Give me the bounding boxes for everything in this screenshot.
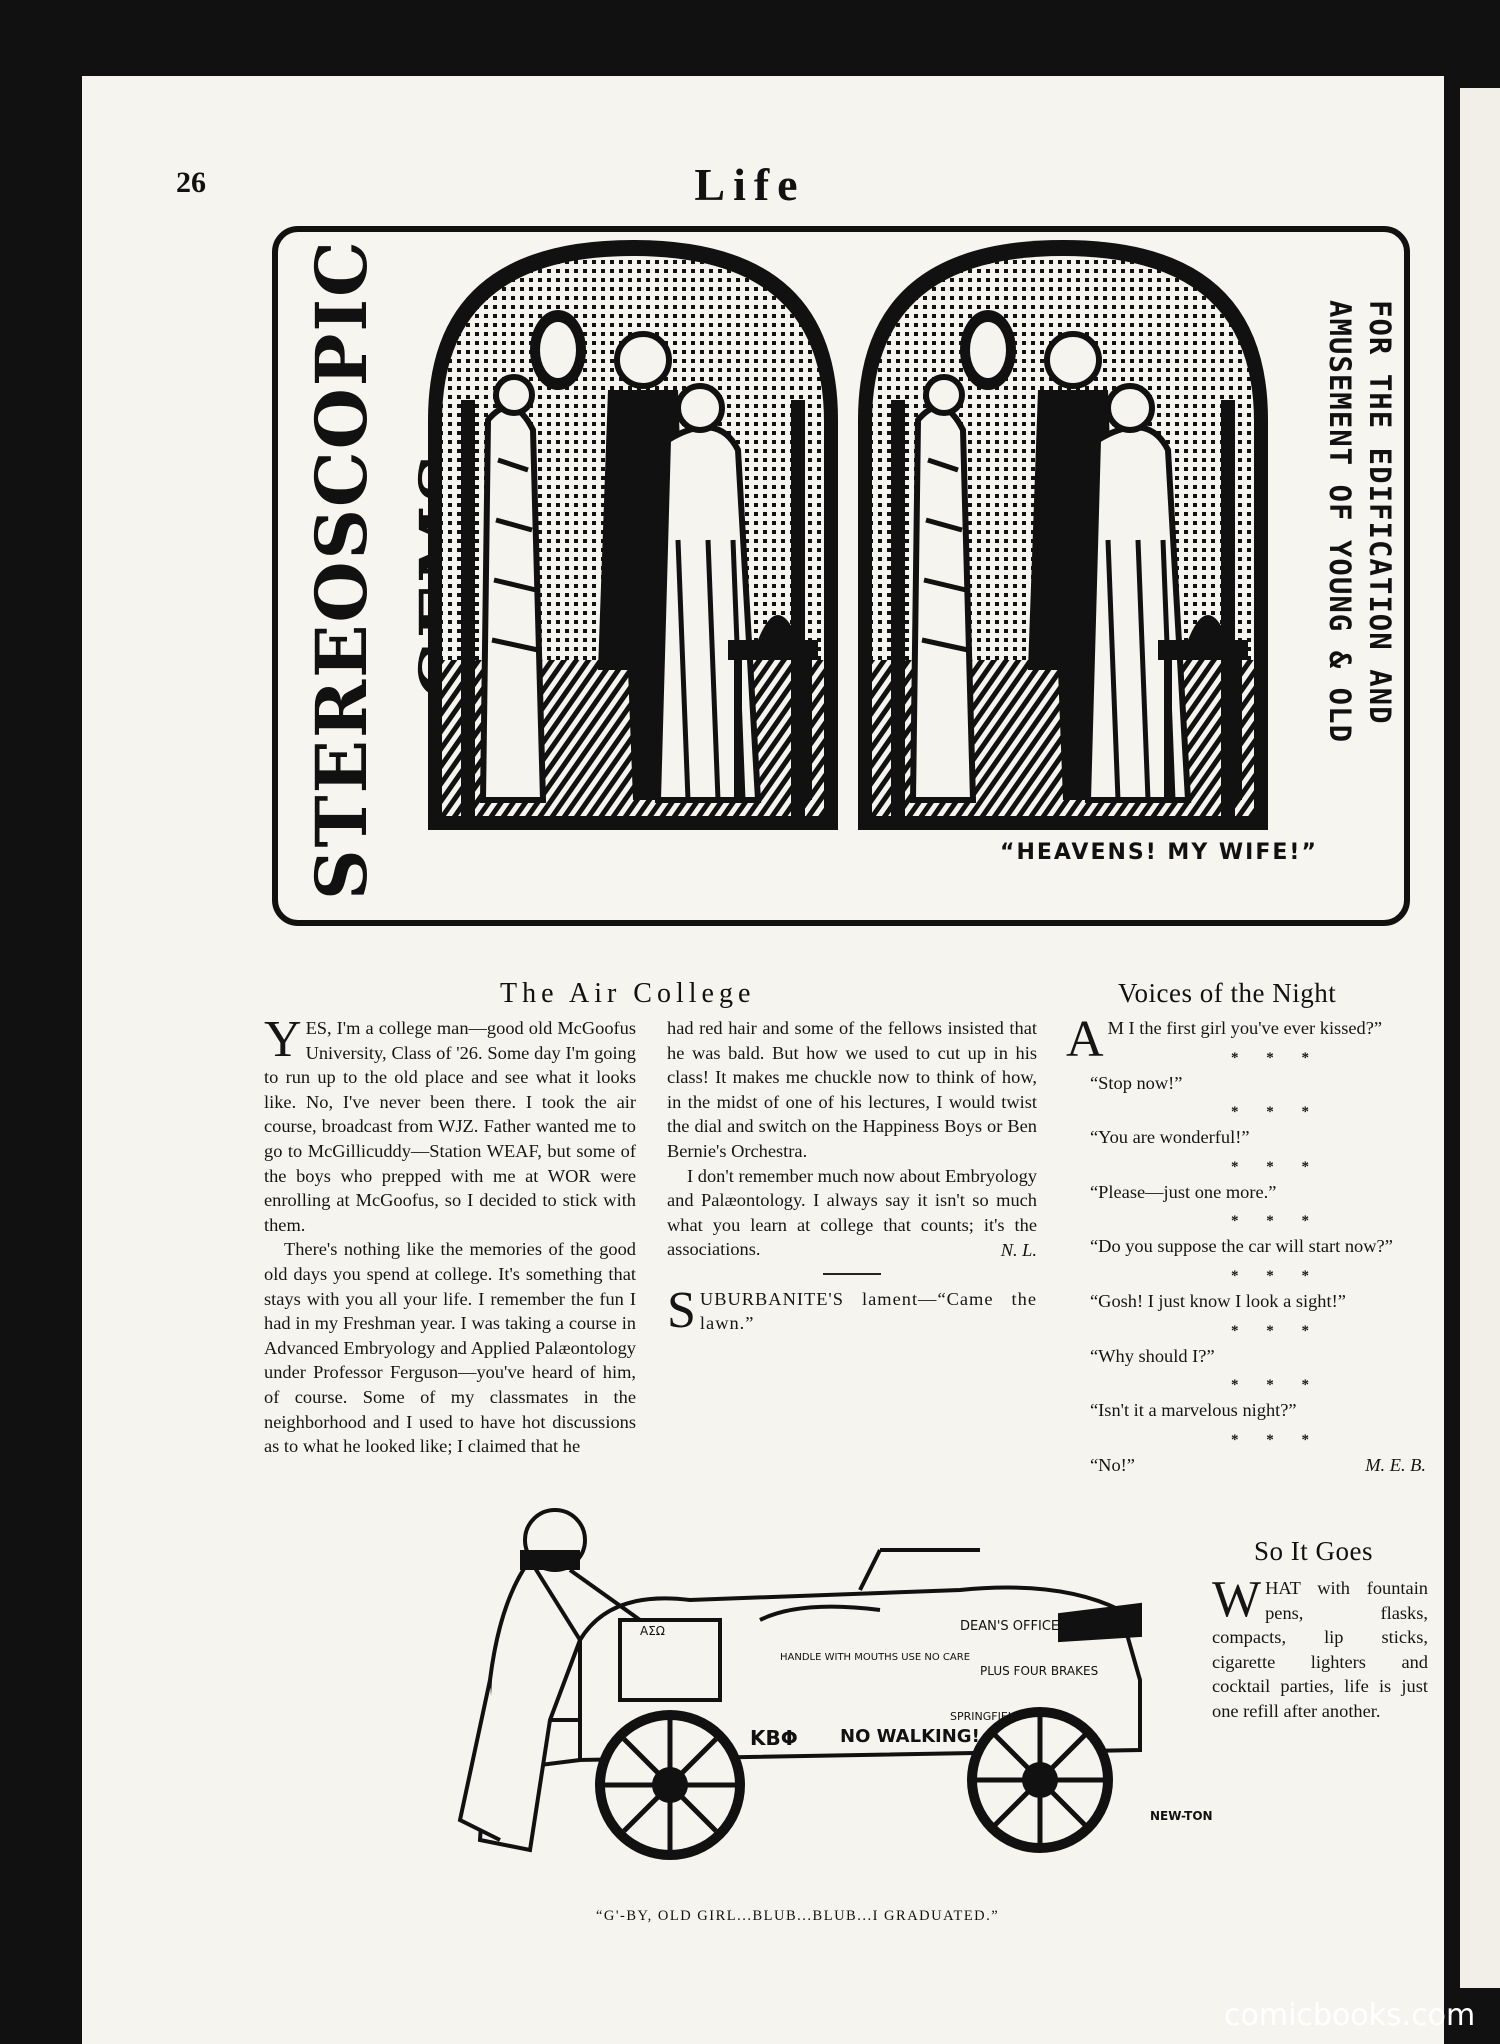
car-handle-label: HANDLE WITH MOUTHS USE NO CARE (780, 1652, 971, 1663)
voices-column (1066, 1011, 1426, 1487)
so-it-goes-text: HAT with fountain pens, flasks, compacts, lip sticks, cigarette lighters and cocktail parties, life is just one refill after another. (1212, 1578, 1428, 1721)
voices-first-line: M I the first girl you've ever kissed?” (1107, 1018, 1383, 1038)
voices-last-line: “No!” (1090, 1454, 1135, 1475)
air-college-heading: The Air College (500, 978, 756, 1009)
voices-line: “Stop now!” (1090, 1072, 1183, 1093)
dropcap: A (1066, 1011, 1104, 1068)
stars-divider: * * * (1231, 1104, 1321, 1121)
divider-rule (823, 1273, 881, 1275)
car-artist-signature: NEW-TON (1150, 1809, 1213, 1823)
cartoon-subtitle: FOR THE EDIFICATION AND AMUSEMENT OF YOUNG & OLD (1323, 300, 1397, 744)
cartoon-caption: “HEAVENS! MY WIFE!” (1000, 840, 1318, 865)
stars-divider: * * * (1231, 1322, 1321, 1339)
voices-line: “Do you suppose the car will start now?” (1090, 1236, 1393, 1257)
stars-divider: * * * (1231, 1431, 1321, 1448)
car-cartoon-illustration (460, 1420, 1213, 1900)
site-watermark[interactable]: comicbooks.com (1224, 1998, 1476, 2033)
voices-line: “Why should I?” (1090, 1345, 1215, 1366)
air-college-column-1 (264, 1011, 636, 1459)
next-page-edge (1460, 88, 1500, 1988)
masthead: Life (694, 159, 806, 210)
car-frat-label: ΑΣΩ (640, 1624, 665, 1638)
stars-divider: * * * (1231, 1267, 1321, 1284)
dropcap: Y (264, 1011, 302, 1068)
so-it-goes-heading: So It Goes (1254, 1536, 1373, 1566)
air-college-paragraph-1: ES, I'm a college man—good old McGoofus University, Class of '26. Some day I'm going to run up to the old place and see what it looks like. No, I've never been there. I took the air course, broadcast from WJZ. Father wanted me to go to McGillicuddy—Station WEAF, but some of the boys who prepped with me at WOR were enrolling at McGoofus, so I decided to stick with them. (264, 1018, 636, 1235)
stars-divider: * * * (1231, 1049, 1321, 1066)
voices-signature: M. E. B. (1365, 1454, 1426, 1475)
cartoon-title: STEREOSCOPIC (300, 239, 383, 900)
air-college-paragraph-3: I don't remember much now about Embryology and Palæontology. I always say it isn't so much what you learn at college that counts; it's the associations. (667, 1165, 1037, 1260)
dropcap: S (667, 1281, 696, 1339)
stars-divider: * * * (1231, 1213, 1321, 1230)
stars-divider: * * * (1231, 1158, 1321, 1175)
dropcap: W (1212, 1571, 1262, 1628)
stars-divider: * * * (1231, 1377, 1321, 1394)
air-college-column-2 (667, 1016, 1037, 1339)
car-door-label: NO WALKING! (840, 1726, 980, 1747)
voices-line: “You are wonderful!” (1090, 1127, 1250, 1148)
suburbanite-text: UBURBANITE'S lament—“Came the lawn.” (699, 1288, 1037, 1334)
car-plate-label: KBΦ (750, 1726, 798, 1750)
air-college-signature: N. L. (1000, 1239, 1037, 1260)
car-fender-label: SPRINGFIELD (950, 1710, 1023, 1723)
voices-line: “Please—just one more.” (1090, 1181, 1277, 1202)
voices-heading: Voices of the Night (1118, 978, 1337, 1008)
air-college-paragraph-2: There's nothing like the memories of the good old days you spend at college. It's something that stays with you all your life. I remember the fun I had in my Freshman year. I was taking a course in Advanced Embryology and Applied Palæontology under Professor Ferguson—you've heard of him, of course. Some of my classmates in the neighborhood and I used to have hot discussions as to what he looked like; I claimed that he (264, 1239, 636, 1457)
air-college-paragraph-2-continued: had red hair and some of the fellows insisted that he was bald. But how we used to cut up in his class! It makes me chuckle now to think of how, in the midst of one of his lectures, I would twist the dial and switch on the Happiness Boys or Ben Bernie's Orchestra. (667, 1018, 1037, 1161)
voices-line: “Gosh! I just know I look a sight!” (1090, 1290, 1346, 1311)
page-number: 26 (176, 166, 206, 199)
car-brakes-label: PLUS FOUR BRAKES (980, 1664, 1099, 1678)
so-it-goes-column (1212, 1571, 1428, 1724)
car-cartoon-caption: “G'-BY, OLD GIRL...BLUB...BLUB...I GRADUATED.” (596, 1908, 1000, 1924)
stereoscopic-illustration (428, 240, 1288, 830)
car-deans-label: DEAN'S OFFICE (960, 1619, 1060, 1634)
voices-line: “Isn't it a marvelous night?” (1090, 1400, 1297, 1421)
